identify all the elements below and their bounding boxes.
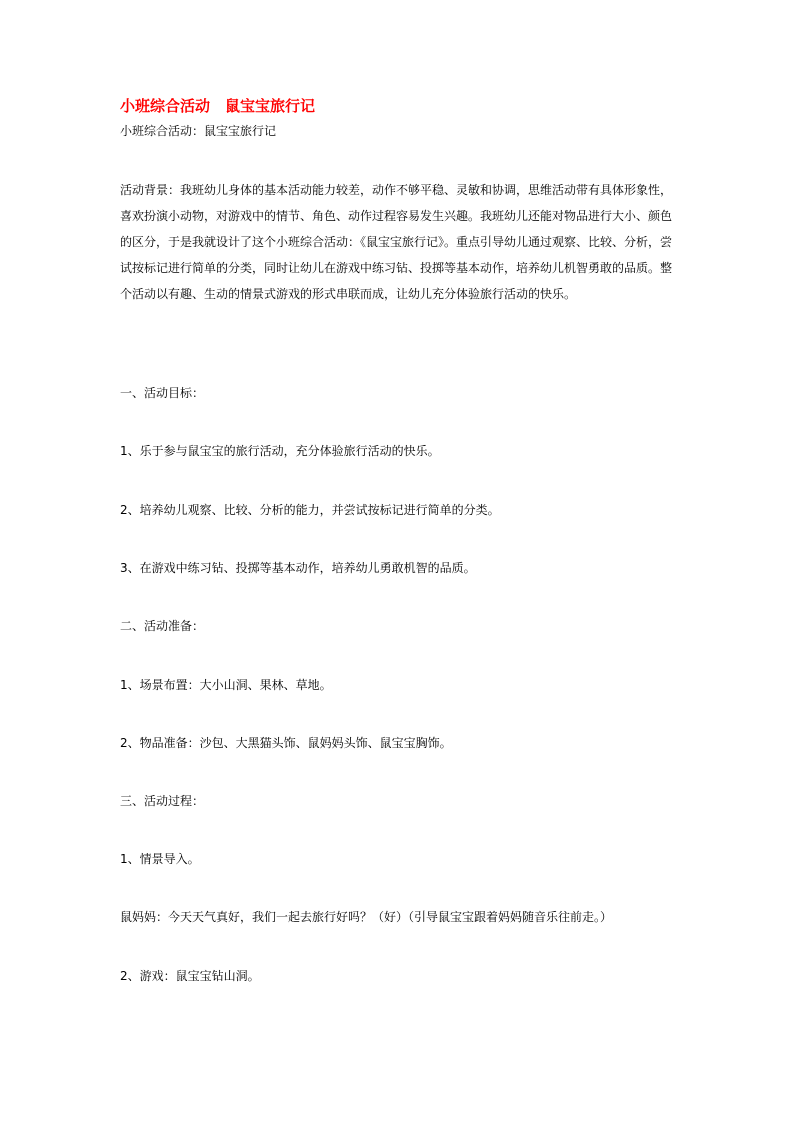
prep-item-2: 2、物品准备：沙包、大黑猫头饰、鼠妈妈头饰、鼠宝宝胸饰。	[120, 736, 452, 750]
document-subtitle: 小班综合活动：鼠宝宝旅行记	[120, 124, 277, 138]
goal-item-3: 3、在游戏中练习钻、投掷等基本动作，培养幼儿勇敢机智的品质。	[120, 561, 476, 575]
goal-item-1: 1、乐于参与鼠宝宝的旅行活动，充分体验旅行活动的快乐。	[120, 444, 440, 458]
section-heading-preparation: 二、活动准备：	[120, 619, 205, 633]
document-title: 小班综合活动 鼠宝宝旅行记	[120, 97, 316, 115]
process-step-1: 1、情景导入。	[120, 852, 200, 866]
section-heading-process: 三、活动过程：	[120, 794, 205, 808]
goal-item-2: 2、培养幼儿观察、比较、分析的能力，并尝试按标记进行简单的分类。	[120, 503, 500, 517]
section-heading-goals: 一、活动目标：	[120, 386, 205, 400]
process-step-2: 2、游戏：鼠宝宝钻山洞。	[120, 969, 260, 983]
prep-item-1: 1、场景布置：大小山洞、果林、草地。	[120, 678, 332, 692]
background-paragraph: 活动背景：我班幼儿身体的基本活动能力较差，动作不够平稳、灵敏和协调，思维活动带有具体形象性，喜欢扮演小动物，对游戏中的情节、角色、动作过程容易发生兴趣。我班幼儿还能对物品进行大小、颜色的区分，于是我就设计了这个小班综合活动：《鼠宝宝旅行记》。重点引导幼儿通过观察、比较、分析，尝试按标记进行简单的分类，同时让幼儿在游戏中练习钻、投掷等基本动作，培养幼儿机智勇敢的品质。整个活动以有趣、生动的情景式游戏的形式串联而成，让幼儿充分体验旅行活动的快乐。	[120, 183, 673, 301]
dialogue-line: 鼠妈妈：今天天气真好，我们一起去旅行好吗？（好）（引导鼠宝宝跟着妈妈随音乐往前走。）	[120, 910, 613, 924]
